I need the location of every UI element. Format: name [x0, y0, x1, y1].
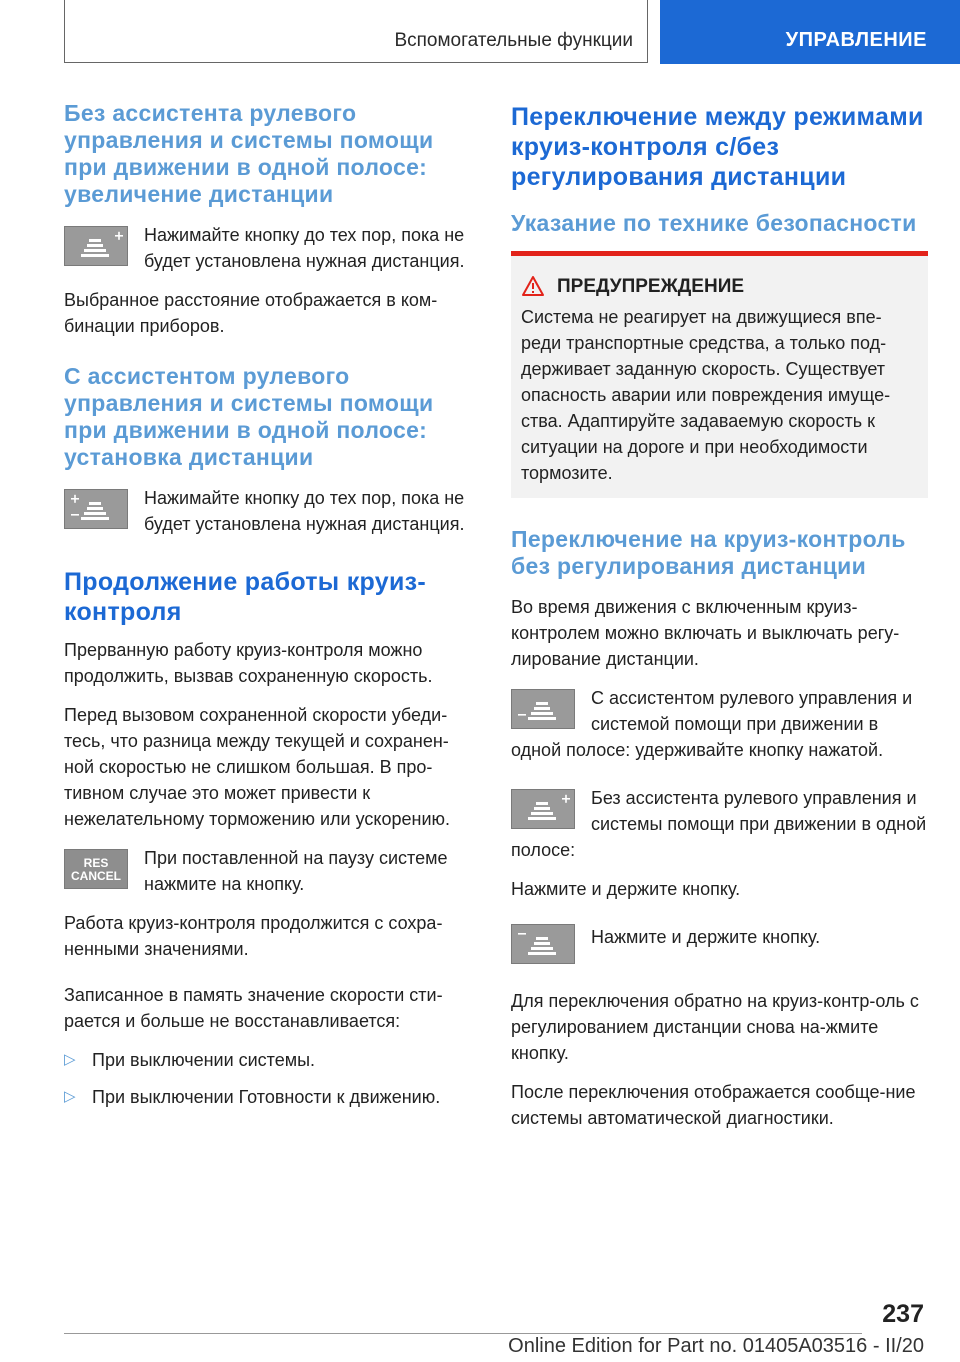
erase-paragraph: Записанное в память значение скорости сти-рается и больше не восстанавливается: — [64, 985, 443, 1031]
no-assist-instruction — [64, 222, 476, 274]
res-cancel-button-icon — [64, 849, 128, 889]
distance-minus-button-icon — [511, 924, 575, 964]
triangle-bullet-icon: ▷ — [64, 1088, 76, 1105]
header-chapter-title: УПРАВЛЕНИЕ — [785, 29, 927, 51]
heading-safety: Указание по технике безопасности — [511, 210, 917, 236]
edition-footer: Online Edition for Part no. 01405A03516 - II/20 — [508, 1335, 924, 1357]
right-column — [511, 102, 928, 1144]
res-instruction — [64, 845, 476, 897]
distance-plus-button-icon — [511, 789, 575, 829]
heading-with-assist-set: С ассистентом рулевого управления и системы помощи при движении в одной полосе: установка дистанции — [64, 363, 434, 470]
with-assist-instruction — [64, 485, 476, 537]
no-assist-hold-instruction — [511, 785, 928, 863]
switch-back-text: Для переключения обратно на круиз-контр-оль с регулированием дистанции снова на-жмите кнопку. — [511, 991, 919, 1063]
with-assist-hold-instruction — [511, 685, 928, 763]
distance-button-icon — [64, 489, 128, 529]
erase-conditions-list — [64, 1047, 476, 1110]
distance-plus-button-icon — [64, 226, 128, 266]
resume-paragraph-1: Прерванную работу круиз-контроля можно продолжить, вызвав сохраненную скорость. — [64, 640, 433, 686]
header-section-title: Вспомогательные функции — [394, 30, 633, 51]
warning-box — [511, 251, 928, 498]
warning-triangle-icon — [521, 275, 545, 297]
page-number: 237 — [882, 1300, 924, 1328]
distance-button-icon — [511, 689, 575, 729]
switch-paragraph-1: Во время движения с включенным круиз-контролем можно включать и выключать регу-лирование дистанции. — [511, 597, 900, 669]
warning-text: Система не реагирует на движущиеся впе-реди транспортные средства, а только под-держивает заданную скорость. Существует опасность аварии или повреждения имуще-ства. Адаптируйте задаваемую скорость к ситуации на дороге и при необходимости тормозите. — [521, 307, 891, 483]
heading-no-assist-increase: Без ассистента рулевого управления и системы помощи при движении в одной полосе: увеличение дистанции — [64, 100, 434, 207]
heading-switch-to-cruise: Переключение на круиз-контроль без регулирования дистанции — [511, 526, 906, 579]
no-assist-text: Нажимайте кнопку до тех пор, пока не будет установлена нужная дистанция. — [144, 225, 465, 271]
no-assist-hold-text: Без ассистента рулевого управления и системы помощи при движении в одной полосе: — [511, 788, 927, 860]
res-label: RES — [83, 856, 109, 870]
header-chapter-tab — [660, 0, 960, 64]
res-text: При поставленной на паузу системе нажмите на кнопку. — [144, 848, 448, 894]
press-hold-instruction — [511, 920, 928, 968]
heading-resume: Продолжение работы круиз-контроля — [64, 568, 426, 626]
list-item: ▷ При выключении системы. — [64, 1047, 476, 1073]
after-switch-text: После переключения отображается сообще-ние системы автоматической диагностики. — [511, 1082, 916, 1128]
heading-switch-modes: Переключение между режимами круиз-контроля с/без регулирования дистанции — [511, 103, 924, 191]
footer-divider — [64, 1333, 862, 1334]
list-item: ▷ При выключении Готовности к движению. — [64, 1084, 476, 1110]
distance-shown-text: Выбранное расстояние отображается в ком-бинации приборов. — [64, 290, 438, 336]
press-hold-text-1: Нажмите и держите кнопку. — [511, 879, 741, 899]
warning-title: ПРЕДУПРЕЖДЕНИЕ — [521, 274, 918, 300]
triangle-bullet-icon: ▷ — [64, 1051, 76, 1068]
cancel-label: CANCEL — [71, 869, 121, 883]
header-section-box — [64, 0, 648, 63]
with-assist-text: Нажимайте кнопку до тех пор, пока не будет установлена нужная дистанция. — [144, 488, 465, 534]
left-column — [64, 100, 476, 1121]
resume-paragraph-3: Работа круиз-контроля продолжится с сохра-ненными значениями. — [64, 913, 443, 959]
press-hold-text-2: Нажмите и держите кнопку. — [591, 927, 821, 947]
resume-paragraph-2: Перед вызовом сохраненной скорости убеди-тесь, что разница между текущей и сохранен-ной скоростью не слишком большая. В про-тивном случае это может привести к нежелательному торможению или ускорению. — [64, 705, 450, 829]
with-assist-hold-text: С ассистентом рулевого управления и системой помощи при движении в одной полосе: удерживайте кнопку нажатой. — [511, 688, 913, 760]
